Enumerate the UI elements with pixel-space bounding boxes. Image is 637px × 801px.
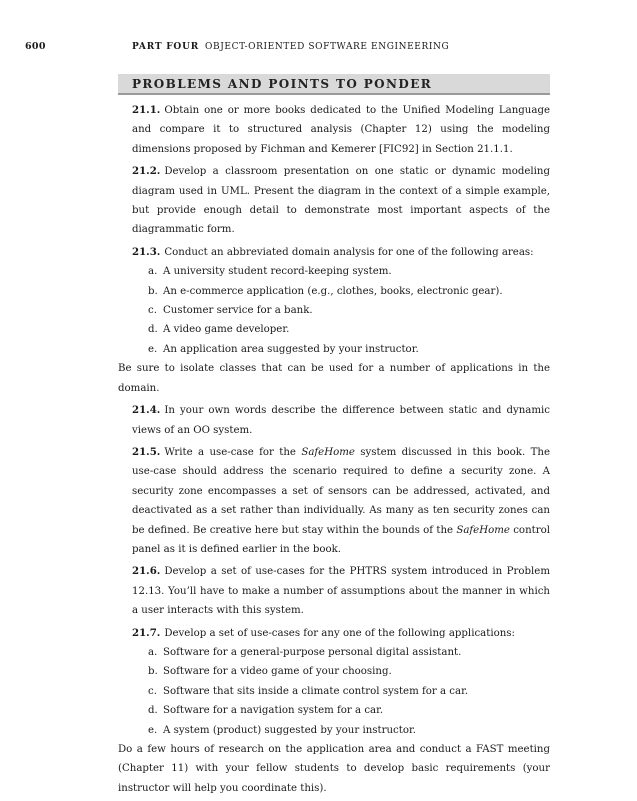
problem-number: 21.5. <box>132 445 161 458</box>
problem-21-7-note: Do a few hours of research on the application area and conduct a FAST meeting (Chapter 11) with your fellow students to develop basic requirements (your instructor will help you coordinate this). <box>118 744 550 794</box>
section-title: PROBLEMS AND POINTS TO PONDER <box>132 77 433 91</box>
problem-text: Obtain one or more books dedicated to the Unified Modeling Language and compare it to structured analysis (Chapter 12) using the modeling dimensions proposed by Fichman and Kemerer [FIC92] in Section 21.1.1. <box>132 105 550 155</box>
list-item: a. Software for a general-purpose personal digital assistant. <box>148 646 462 658</box>
part-label: PART FOUR <box>132 42 200 52</box>
part-title: OBJECT-ORIENTED SOFTWARE ENGINEERING <box>205 42 450 52</box>
problem-number: 21.4. <box>132 404 161 417</box>
list-item: e. A system (product) suggested by your instructor. <box>148 724 416 736</box>
list-item: b. An e-commerce application (e.g., clothes, books, electronic gear). <box>148 285 503 297</box>
problem-21-7 <box>132 624 550 643</box>
running-header <box>25 41 449 52</box>
problem-21-3-note: Be sure to isolate classes that can be used for a number of applications in the domain. <box>118 363 550 394</box>
list-item: c. Customer service for a bank. <box>148 305 313 317</box>
problem-text: Develop a set of use-cases for the PHTRS system introduced in Problem 12.13. You’ll have to make a number of assumptions about the manner in which a user interacts with this system. <box>132 566 550 617</box>
problem-21-7-items <box>132 643 550 740</box>
problem-21-2 <box>132 162 550 240</box>
list-item: e. An application area suggested by your instructor. <box>148 343 419 355</box>
list-item: c. Software that sits inside a climate control system for a car. <box>148 685 469 697</box>
problem-text: Conduct an abbreviated domain analysis for one of the following areas: <box>164 246 534 258</box>
problem-text: In your own words describe the difference between static and dynamic views of an OO system. <box>132 405 550 436</box>
page-number: 600 <box>25 41 46 52</box>
problem-text: Develop a set of use-cases for any one of the following applications: <box>164 627 515 639</box>
problem-number: 21.7. <box>132 626 161 639</box>
problem-text: Develop a classroom presentation on one static or dynamic modeling diagram used in UML. Present the diagram in the context of a simple example, but provide enough detail to demonstrate most important aspects of the diagrammatic form. <box>132 166 550 236</box>
safehome-name: SafeHome <box>301 446 355 458</box>
problem-21-3-items <box>132 262 550 359</box>
problem-21-5: 21.5. Write a use-case for the SafeHome system discussed in this book. The use-case should address the scenario required to define a security zone. A security zone encompasses a set of sensors can be addressed, activated, and deactivated as a set rather than individually. As many as ten security zones can be defined. Be creative here but stay within the bounds of the SafeHome control panel as it is defined earlier in the book. <box>132 445 550 555</box>
list-item: d. A video game developer. <box>148 324 290 336</box>
problem-21-6 <box>132 562 550 620</box>
problem-number: 21.6. <box>132 565 161 578</box>
problem-number: 21.1. <box>132 104 161 116</box>
safehome-name: SafeHome <box>456 524 510 536</box>
section-heading-bar <box>118 74 550 95</box>
problem-21-1 <box>132 101 550 159</box>
problem-number: 21.3. <box>132 245 161 258</box>
list-item: d. Software for a navigation system for a car. <box>148 705 384 717</box>
problem-21-3 <box>132 243 550 262</box>
list-item: a. A university student record-keeping system. <box>148 266 392 278</box>
problem-21-4 <box>132 401 550 440</box>
list-item: b. Software for a video game of your choosing. <box>148 666 392 678</box>
problem-number: 21.2. <box>132 165 161 178</box>
problems-list <box>118 101 550 801</box>
